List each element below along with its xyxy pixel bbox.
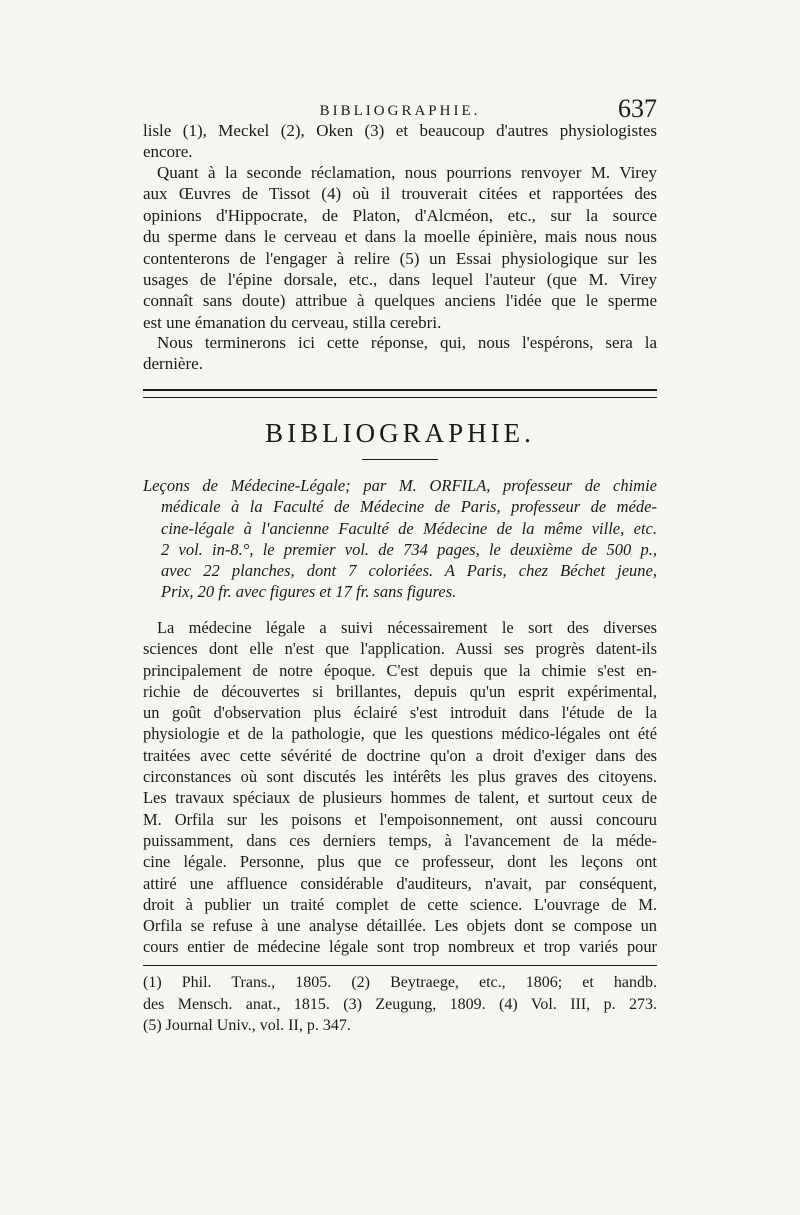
text-line: cine légale. Personne, plus que ce professeur, dont les leçons ont [143, 852, 657, 872]
paragraph-reclamation [143, 162, 657, 333]
text-line: contenterons de l'engager à relire (5) un Essai physiologique sur les [143, 248, 657, 268]
section-divider [143, 389, 657, 398]
text-line: usages de l'épine dorsale, etc., dans lequel l'auteur (que M. Virey [143, 269, 657, 289]
citation-line: 2 vol. in-8.°, le premier vol. de 734 pages, le deuxième de 500 p., [161, 539, 657, 559]
footnote-line: (1) Phil. Trans., 1805. (2) Beytraege, etc., 1806; et handb. [143, 974, 657, 991]
citation-line: Prix, 20 fr. avec figures et 17 fr. sans figures. [161, 582, 457, 602]
paragraph-continuation [143, 120, 657, 163]
bibliographic-entry [143, 475, 657, 603]
page-number: 637 [618, 94, 657, 123]
running-title: BIBLIOGRAPHIE. [319, 103, 481, 119]
paragraph-conclusion [143, 332, 657, 375]
text-line: Nous terminerons ici cette réponse, qui, nous l'espérons, sera la [157, 333, 657, 352]
text-line: La médecine légale a suivi nécessairement le sort des diverses [157, 618, 657, 637]
text-line: traitées avec cette sévérité de doctrine qu'on a droit d'exiger dans des [143, 745, 657, 765]
text-line: sciences dont elle n'est que l'application. Aussi ses progrès datent-ils [143, 639, 657, 659]
text-line: aux Œuvres de Tissot (4) où il trouverait citées et rapportées des [143, 184, 657, 204]
title-underline [362, 459, 438, 460]
footnote-line: (5) Journal Univ., vol. II, p. 347. [143, 1017, 351, 1034]
text-line: cours entier de médecine légale sont trop nombreux et trop variés pour [143, 937, 657, 957]
text-line: attiré une affluence considérable d'auditeurs, n'avait, par conséquent, [143, 873, 657, 893]
text-line: richie de découvertes si brillantes, depuis qu'un esprit expérimental, [143, 681, 657, 701]
section-title: BIBLIOGRAPHIE. [265, 418, 535, 448]
citation-line: cine-légale à l'ancienne Faculté de Médecine de la même ville, etc. [161, 518, 657, 538]
text-line: circonstances où sont discutés les intérêts les plus graves des citoyens. [143, 767, 657, 787]
footnotes [143, 972, 657, 1037]
text-line: Quant à la seconde réclamation, nous pourrions renvoyer M. Virey [157, 163, 657, 182]
text-line: du sperme dans le cerveau et dans la moelle épinière, mais nous nous [143, 227, 657, 247]
text-line: droit à publier un traité complet de cette science. L'ouvrage de M. [143, 894, 657, 914]
text-line: opinions d'Hippocrate, de Platon, d'Alcméon, etc., sur la source [143, 205, 657, 225]
text-line: dernière. [143, 354, 203, 374]
citation-line: Leçons de Médecine-Légale; par M. ORFILA, professeur de chimie [143, 476, 657, 495]
citation-line: médicale à la Faculté de Médecine de Paris, professeur de méde- [161, 497, 657, 517]
text-line: physiologie et de la pathologie, que les questions médico-légales ont été [143, 724, 657, 744]
footnote-line: des Mensch. anat., 1815. (3) Zeugung, 1809. (4) Vol. III, p. 273. [143, 995, 657, 1013]
text-line: encore. [143, 142, 193, 162]
text-line: principalement de notre époque. C'est depuis que la chimie s'est en- [143, 660, 657, 680]
text-line: M. Orfila sur les poisons et l'empoisonnement, ont aussi concouru [143, 809, 657, 829]
citation-line: avec 22 planches, dont 7 coloriées. A Paris, chez Béchet jeune, [161, 561, 657, 581]
text-line: un goût d'observation plus éclairé s'est introduit dans l'étude de la [143, 703, 657, 723]
text-line: connaît sans doute) attribue à quelques anciens l'idée que le sperme [143, 291, 657, 311]
text-line: Les travaux spéciaux de plusieurs hommes de talent, et surtout ceux de [143, 788, 657, 808]
text-line: Orfila se refuse à une analyse détaillée. Les objets dont se compose un [143, 916, 657, 936]
text-line: puissamment, dans ces derniers temps, à l'avancement de la méde- [143, 830, 657, 850]
review-body [143, 617, 657, 958]
footnote-divider [143, 965, 657, 966]
text-line: lisle (1), Meckel (2), Oken (3) et beaucoup d'autres physiologistes [143, 121, 657, 140]
text-line: est une émanation du cerveau, stilla cerebri. [143, 312, 442, 332]
